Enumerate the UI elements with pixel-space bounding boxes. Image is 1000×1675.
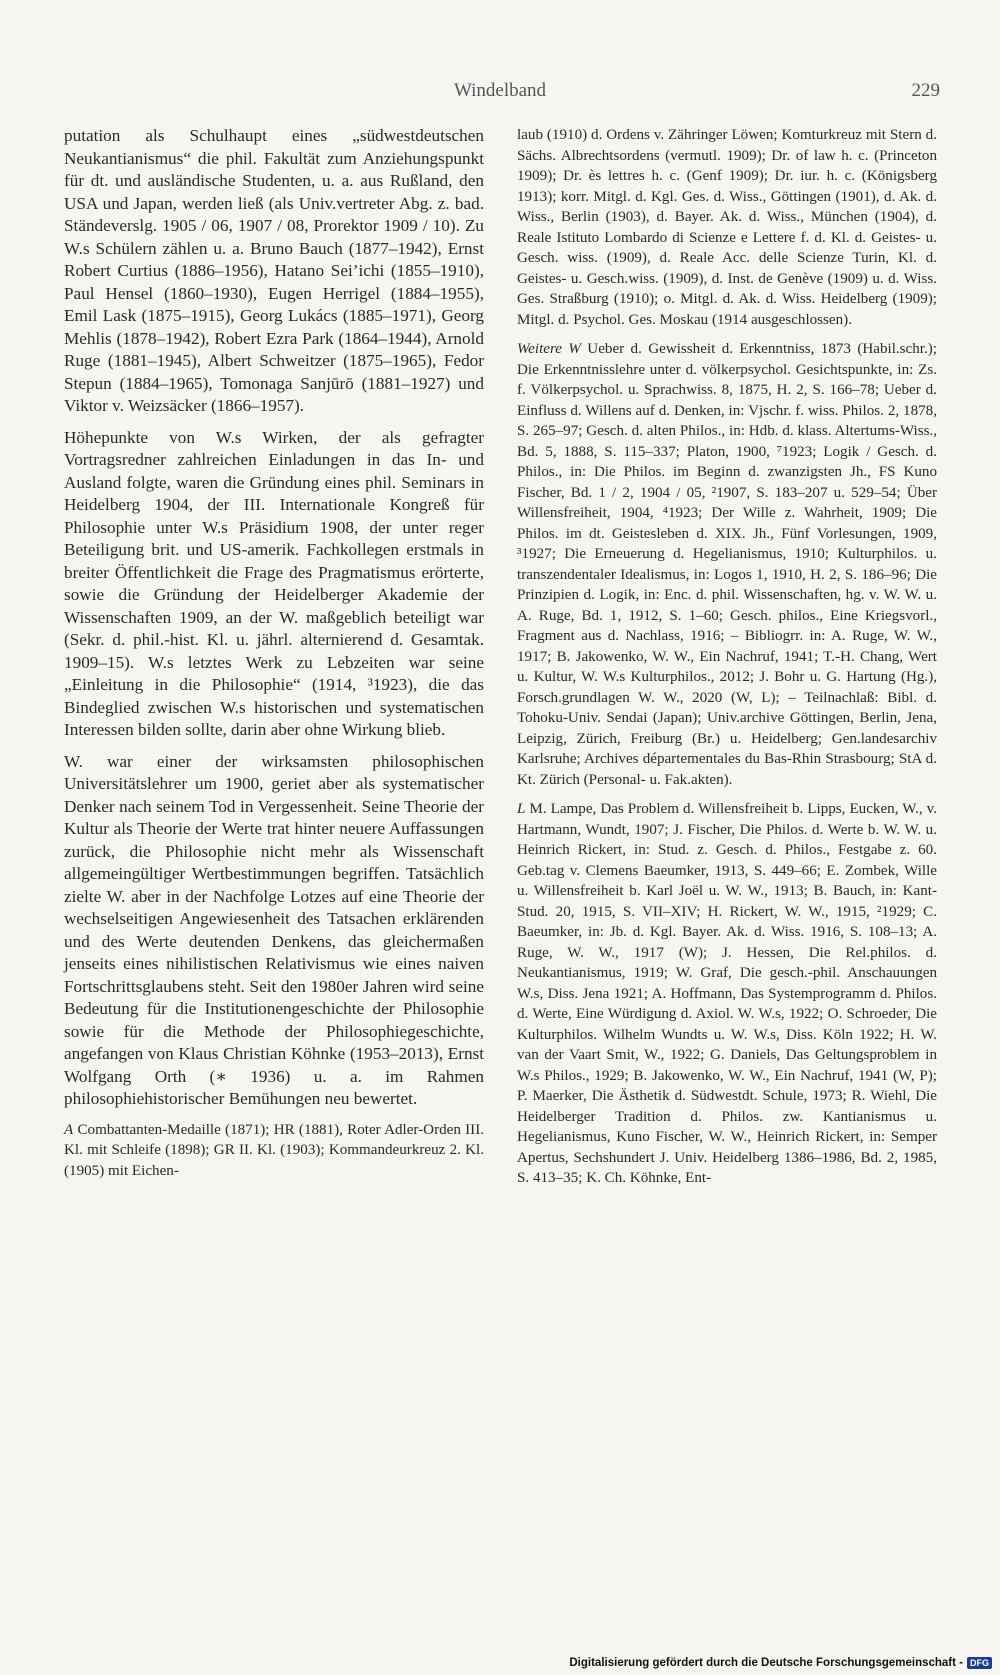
- works-text: Ueber d. Gewissheit d. Erkenntniss, 1873 (Habil.schr.); Die Erkenntnisslehre unter d. völkerpsychol. Gesichtspunkte, in: Zs. f. Völkerpsychol. u. Sprachwiss. 8, 1875, H. 2, S. 166–78; Ueber d. Einfluss d. Willens auf d. Denken, in: Vjschr. f. wiss. Philos. 2, 1878, S. 265–97; Gesch. d. alten Philos., in: Hdb. d. klass. Altertums-Wiss., Bd. 5, 1888, S. 115–337; Platon, 1900, ⁷1923; Logik / Gesch. d. Philos., in: Die Philos. im Beginn d. zwanzigsten Jh., FS Kuno Fischer, Bd. 1 / 2, 1904 / 05, ²1907, S. 183–207 u. 529–54; Über Willensfreiheit, 1904, ⁴1923; Der Wille z. Wahrheit, 1909; Die Philos. im dt. Geistesleben d. XIX. Jh., Fünf Vorlesungen, 1909, ³1927; Die Erneuerung d. Hegelianismus, 1910; Kulturphilos. u. transzendentaler Idealismus, in: Logos 1, 1910, H. 2, S. 186–96; Die Prinzipien d. Logik, in: Enc. d. phil. Wissenschaften, hg. v. W. W. u. A. Ruge, Bd. 1, 1912, S. 1–60; Gesch. philos., Eine Kriegsvorl., Fragment aus d. Nachlass, 1916; – Bibliogrr. in: A. Ruge, W. W., 1917; B. Jakowenko, W. W., Ein Nachruf, 1941; T.-H. Chang, Wert u. Kultur, W. W.s Kulturphilos., 2012; J. Bohr u. G. Hartung (Hg.), Forsch.grundlagen W. W., 2020 (W, L); – Teilnachlaß: Bibl. d. Tohoku-Univ. Sendai (Japan); Univ.archive Göttingen, Berlin, Jena, Leipzig, Zürich, Freiburg (Br.) u. Heidelberg; Gen.landesarchiv Karlsruhe; Archives départementales du Bas-Rhin Strasbourg; StA d. Kt. Zürich (Personal- u. Fak.akten).: [517, 341, 937, 788]
- paragraph: laub (1910) d. Ordens v. Zähringer Löwen; Komturkreuz mit Stern d. Sächs. Albrechtsordens (vermutl. 1909); Dr. of law h. c. (Princeton 1909); Dr. ès lettres h. c. (Genf 1909); Dr. iur. h. c. (Königsberg 1913); korr. Mitgl. d. Kgl. Ges. d. Wiss., Göttingen (1901), d. Ak. d. Wiss., Berlin (1903), d. Bayer. Ak. d. Wiss., München (1904), d. Reale Istituto Lombardo di Scienze e Lettere f. d. Kl. d. Geistes- u. Gesch. wiss. (1909), d. Reale Acc. delle Scienze Turin, Kl. d. Geistes- u. Gesch.wiss. (1909), d. Inst. de Genève (1909) u. d. Wiss. Ges. Straßburg (1910); o. Mitgl. d. Ak. d. Wiss. Heidelberg (1909); Mitgl. d. Psychol. Ges. Moskau (1914 ausgeschlossen).: [517, 127, 937, 328]
- section-label: A: [64, 1121, 74, 1138]
- paragraph: putation als Schulhaupt eines „südwestdeutschen Neukantianismus“ die phil. Fakultät zum Anziehungspunkt für dt. und ausländische Studenten, u. a. aus Rußland, den USA und Japan, werden ließ (als Univ.vertreter Abg. z. bad. Ständeverslg. 1905 / 06, 1907 / 08, Prorektor 1909 / 10). Zu W.s Schülern zählen u. a. Bruno Bauch (1877–1942), Ernst Robert Curtius (1886–1956), Hatano Sei’ichi (1855–1910), Paul Hensel (1860–1930), Eugen Herrigel (1884–1955), Emil Lask (1875–1915), Georg Lukács (1885–1971), Georg Mehlis (1878–1942), Robert Ezra Park (1864–1944), Arnold Ruge (1881–1945), Albert Schweitzer (1875–1965), Fedor Stepun (1884–1965), Tomonaga Sanjūrō (1881–1927) und Viktor v. Weizsäcker (1866–1957).: [64, 126, 484, 415]
- awards-text: Combattanten-Medaille (1871); HR (1881), Roter Adler-Orden III. Kl. mit Schleife (1898); GR II. Kl. (1903); Kommandeurkreuz 2. Kl. (1905) mit Eichen-: [64, 1121, 484, 1179]
- footer-text: Digitalisierung gefördert durch die Deutsche Forschungsgemeinschaft -: [569, 1657, 963, 1669]
- page-header: [60, 80, 940, 106]
- works-paragraph: [517, 339, 937, 790]
- running-title: Windelband: [453, 80, 547, 101]
- digitization-footer: [569, 1657, 992, 1669]
- section-label: L: [517, 801, 526, 817]
- awards-paragraph: [64, 1120, 484, 1182]
- page-number: 229: [911, 80, 940, 101]
- left-column: [64, 125, 484, 1190]
- literature-text: M. Lampe, Das Problem d. Willensfreiheit b. Lipps, Eucken, W., v. Hartmann, Wundt, 1907; J. Fischer, Die Philos. d. Werte b. W. W. u. Heinrich Rickert, in: Stud. z. Gesch. d. Philos., Festgabe z. 60. Geb.tag v. Clemens Baeumker, 1913, S. 449–66; E. Zombek, Wille u. Willensfreiheit b. Karl Joël u. W. W., 1913; B. Bauch, in: Kant-Stud. 20, 1915, S. VII–XIV; H. Rickert, W. W., 1915, ²1929; C. Baeumker, in: Jb. d. Kgl. Bayer. Ak. d. Wiss. 1916, S. 108–13; A. Ruge, W. W., 1917 (W); J. Hessen, Die Rel.philos. d. Neukantianismus, 1919; W. Graf, Die gesch.-phil. Anschauungen W.s, Diss. Jena 1921; A. Hoffmann, Das Systemprogramm d. Philos. d. Werte, Eine Würdigung d. Axiol. W. W.s, 1922; O. Schroeder, Die Kulturphilos. Wilhelm Wundts u. W. W.s, Diss. Köln 1922; H. W. van der Vaart Smit, W., 1922; G. Daniels, Das Geltungsproblem in W.s Philos., 1929; B. Jakowenko, W. W., Ein Nachruf, 1941 (W, P); P. Maerker, Die Ästhetik d. Südwestdt. Schule, 1973; R. Wiehl, Die Heidelberger Tradition d. Philos. zw. Kantianismus u. Hegelianismus, Kuno Fischer, W. W., Heinrich Rickert, in: Semper Apertus, Sechshundert J. Univ. Heidelberg 1386–1986, Bd. 2, 1985, S. 413–35; K. Ch. Köhnke, Ent-: [517, 801, 937, 1186]
- paragraph: Höhepunkte von W.s Wirken, der als gefragter Vortragsredner zahlreichen Einladungen in das In- und Ausland folgte, waren die Gründung eines phil. Seminars in Heidelberg 1904, der III. Internationale Kongreß für Philosophie unter W.s Präsidium 1908, der unter reger Beteiligung brit. und US-amerik. Fachkollegen erstmals in breiter Öffentlichkeit die Frage des Pragmatismus erörterte, sowie die Gründung der Heidelberger Akademie der Wissenschaften 1909, an der W. maßgeblich beteiligt war (Sekr. d. phil.-hist. Kl. u. jährl. alternierend d. Gesamtak. 1909–15). W.s letztes Werk zu Lebzeiten war seine „Einleitung in die Philosophie“ (1914, ³1923), die das Bindeglied zwischen W.s historischen und systematischen Interessen bilden sollte, darin aber ohne Wirkung blieb.: [64, 427, 484, 739]
- paragraph: W. war einer der wirksamsten philosophischen Universitätslehrer um 1900, geriet aber als systematischer Denker nach seinem Tod in Vergessenheit. Seine Theorie der Kultur als Theorie der Werte trat hinter neuere Auffassungen zurück, die Philosophie nicht mehr als Wissenschaft allgemeingültiger Wertbestimmungen begriffen. Tatsächlich zielte W. aber in der Nachfolge Lotzes auf eine Theorie der wechselseitigen Angewiesenheit des Tatsachen erklärenden und des Werte deutenden Denkens, das gleichermaßen jenseits eines nihilistischen Relativismus wie eines naiven Fortschrittsglaubens steht. Seit den 1980er Jahren wird seine Bedeutung für die Institutionengeschichte der Philosophie sowie für die Methode der Philosophiegeschichte, angefangen von Klaus Christian Köhnke (1953–2013), Ernst Wolfgang Orth (∗ 1936) u. a. im Rahmen philosophiehistorischer Bemühungen neu bewertet.: [64, 751, 484, 1108]
- dfg-logo-icon: DFG: [967, 1657, 992, 1669]
- literature-paragraph: [517, 799, 937, 1189]
- section-label: Weitere W: [517, 341, 581, 357]
- right-column: [517, 125, 937, 1198]
